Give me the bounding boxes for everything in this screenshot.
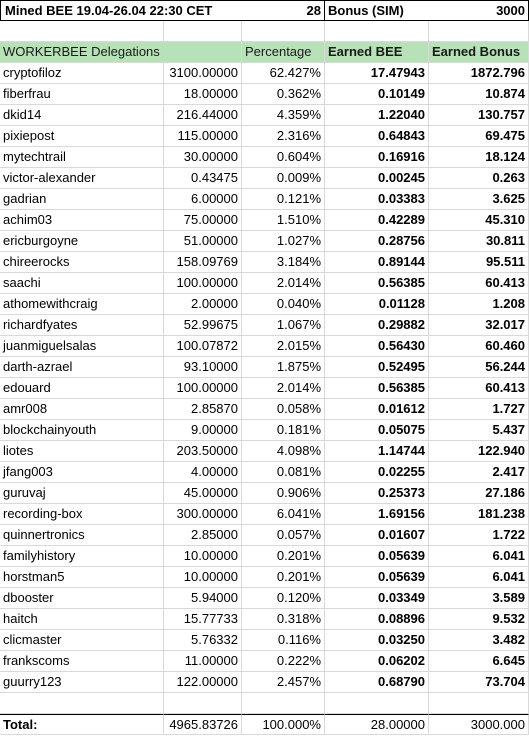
delegator-name[interactable]: dbooster xyxy=(0,588,164,609)
delegated-amount[interactable]: 122.00000 xyxy=(164,672,242,693)
delegator-name[interactable]: fiberfrau xyxy=(0,84,164,105)
table-row xyxy=(0,672,529,693)
header-earned-bee[interactable]: Earned BEE xyxy=(325,42,429,63)
earned-bee[interactable]: 0.56385 xyxy=(325,378,429,399)
bonus-value[interactable]: 3000 xyxy=(429,0,529,21)
empty-cell[interactable] xyxy=(0,693,164,714)
percentage[interactable]: 3.184% xyxy=(242,252,325,273)
delegated-amount[interactable]: 11.00000 xyxy=(164,651,242,672)
delegated-amount[interactable]: 216.44000 xyxy=(164,105,242,126)
earned-bee[interactable]: 0.05639 xyxy=(325,546,429,567)
delegated-amount[interactable]: 52.99675 xyxy=(164,315,242,336)
earned-bonus[interactable]: 6.041 xyxy=(429,546,529,567)
empty-cell[interactable] xyxy=(242,693,325,714)
table-row xyxy=(0,336,529,357)
percentage[interactable]: 1.067% xyxy=(242,315,325,336)
earned-bee[interactable]: 0.03383 xyxy=(325,189,429,210)
percentage[interactable]: 0.201% xyxy=(242,567,325,588)
delegator-name[interactable]: liotes xyxy=(0,441,164,462)
earned-bee[interactable]: 0.56385 xyxy=(325,273,429,294)
delegator-name[interactable]: juanmiguelsalas xyxy=(0,336,164,357)
earned-bonus[interactable]: 6.041 xyxy=(429,567,529,588)
percentage[interactable]: 0.009% xyxy=(242,168,325,189)
earned-bee[interactable]: 0.89144 xyxy=(325,252,429,273)
bonus-label[interactable]: Bonus (SIM) xyxy=(325,0,429,21)
table-row xyxy=(0,126,529,147)
earned-bonus[interactable]: 6.645 xyxy=(429,651,529,672)
table-row xyxy=(0,651,529,672)
earned-bee[interactable]: 0.25373 xyxy=(325,483,429,504)
earned-bonus[interactable]: 1872.796 xyxy=(429,63,529,84)
earned-bonus[interactable]: 45.310 xyxy=(429,210,529,231)
percentage[interactable]: 0.604% xyxy=(242,147,325,168)
percentage[interactable]: 1.875% xyxy=(242,357,325,378)
table-row xyxy=(0,168,529,189)
delegated-amount[interactable]: 9.00000 xyxy=(164,420,242,441)
earned-bee[interactable]: 1.14744 xyxy=(325,441,429,462)
earned-bonus[interactable]: 9.532 xyxy=(429,609,529,630)
earned-bonus[interactable]: 1.727 xyxy=(429,399,529,420)
total-earned-bee[interactable]: 28.00000 xyxy=(325,714,429,735)
table-row xyxy=(0,609,529,630)
percentage[interactable]: 0.116% xyxy=(242,630,325,651)
earned-bonus[interactable]: 32.017 xyxy=(429,315,529,336)
table-row xyxy=(0,483,529,504)
header-earned-bonus[interactable]: Earned Bonus xyxy=(429,42,529,63)
delegated-amount[interactable]: 203.50000 xyxy=(164,441,242,462)
delegated-amount[interactable]: 18.00000 xyxy=(164,84,242,105)
delegated-amount[interactable]: 6.00000 xyxy=(164,189,242,210)
earned-bonus[interactable]: 3.625 xyxy=(429,189,529,210)
total-label[interactable]: Total: xyxy=(0,714,164,735)
percentage[interactable]: 0.081% xyxy=(242,462,325,483)
table-row xyxy=(0,189,529,210)
table-row xyxy=(0,504,529,525)
table-row xyxy=(0,399,529,420)
earned-bee[interactable]: 1.22040 xyxy=(325,105,429,126)
earned-bee[interactable]: 0.05075 xyxy=(325,420,429,441)
earned-bee[interactable]: 0.01612 xyxy=(325,399,429,420)
earned-bonus[interactable]: 5.437 xyxy=(429,420,529,441)
table-row xyxy=(0,546,529,567)
earned-bonus[interactable]: 3.482 xyxy=(429,630,529,651)
table-row xyxy=(0,378,529,399)
percentage[interactable]: 2.015% xyxy=(242,336,325,357)
delegator-name[interactable]: richardfyates xyxy=(0,315,164,336)
delegated-amount[interactable]: 75.00000 xyxy=(164,210,242,231)
percentage[interactable]: 0.121% xyxy=(242,189,325,210)
delegator-name[interactable]: dkid14 xyxy=(0,105,164,126)
earned-bonus[interactable]: 0.263 xyxy=(429,168,529,189)
total-earned-bonus[interactable]: 3000.000 xyxy=(429,714,529,735)
delegator-name[interactable]: athomewithcraig xyxy=(0,294,164,315)
total-percentage[interactable]: 100.000% xyxy=(242,714,325,735)
delegator-name[interactable]: guurry123 xyxy=(0,672,164,693)
delegator-name[interactable]: frankscoms xyxy=(0,651,164,672)
earned-bonus[interactable]: 60.460 xyxy=(429,336,529,357)
percentage[interactable]: 62.427% xyxy=(242,63,325,84)
table-row xyxy=(0,63,529,84)
table-row xyxy=(0,84,529,105)
delegator-name[interactable]: ericburgoyne xyxy=(0,231,164,252)
header-percentage[interactable]: Percentage xyxy=(242,42,325,63)
delegated-amount[interactable]: 2.85870 xyxy=(164,399,242,420)
delegator-name[interactable]: guruvaj xyxy=(0,483,164,504)
earned-bee[interactable]: 0.01607 xyxy=(325,525,429,546)
percentage[interactable]: 0.181% xyxy=(242,420,325,441)
earned-bee[interactable]: 1.69156 xyxy=(325,504,429,525)
delegated-amount[interactable]: 2.00000 xyxy=(164,294,242,315)
delegator-name[interactable]: horstman5 xyxy=(0,567,164,588)
earned-bee[interactable]: 0.42289 xyxy=(325,210,429,231)
delegated-amount[interactable]: 51.00000 xyxy=(164,231,242,252)
blank-row xyxy=(0,693,529,714)
delegated-amount[interactable]: 100.00000 xyxy=(164,378,242,399)
delegated-amount[interactable]: 10.00000 xyxy=(164,546,242,567)
percentage[interactable]: 0.201% xyxy=(242,546,325,567)
earned-bonus[interactable]: 56.244 xyxy=(429,357,529,378)
earned-bonus[interactable]: 1.208 xyxy=(429,294,529,315)
earned-bee[interactable]: 0.03349 xyxy=(325,588,429,609)
percentage[interactable]: 0.040% xyxy=(242,294,325,315)
delegator-name[interactable]: jfang003 xyxy=(0,462,164,483)
delegated-amount[interactable]: 158.09769 xyxy=(164,252,242,273)
percentage[interactable]: 1.027% xyxy=(242,231,325,252)
table-row xyxy=(0,630,529,651)
delegated-amount[interactable]: 115.00000 xyxy=(164,126,242,147)
table-row xyxy=(0,294,529,315)
table-row xyxy=(0,231,529,252)
total-row xyxy=(0,714,529,735)
percentage[interactable]: 4.359% xyxy=(242,105,325,126)
delegated-amount[interactable]: 300.00000 xyxy=(164,504,242,525)
empty-cell[interactable] xyxy=(325,21,429,42)
empty-cell[interactable] xyxy=(0,21,164,42)
earned-bonus[interactable]: 1.722 xyxy=(429,525,529,546)
percentage[interactable]: 2.014% xyxy=(242,273,325,294)
earned-bee[interactable]: 0.08896 xyxy=(325,609,429,630)
delegator-name[interactable]: achim03 xyxy=(0,210,164,231)
percentage[interactable]: 0.318% xyxy=(242,609,325,630)
percentage[interactable]: 0.362% xyxy=(242,84,325,105)
blank-row xyxy=(0,21,529,42)
table-row xyxy=(0,105,529,126)
earned-bonus[interactable]: 181.238 xyxy=(429,504,529,525)
earned-bee[interactable]: 0.10149 xyxy=(325,84,429,105)
earned-bonus[interactable]: 2.417 xyxy=(429,462,529,483)
table-row xyxy=(0,210,529,231)
mined-value[interactable]: 28 xyxy=(242,0,325,21)
delegated-amount[interactable]: 45.00000 xyxy=(164,483,242,504)
percentage[interactable]: 0.906% xyxy=(242,483,325,504)
earned-bee[interactable]: 0.05639 xyxy=(325,567,429,588)
table-row xyxy=(0,462,529,483)
delegator-name[interactable]: amr008 xyxy=(0,399,164,420)
table-row xyxy=(0,588,529,609)
total-amount[interactable]: 4965.83726 xyxy=(164,714,242,735)
mined-label[interactable]: Mined BEE 19.04-26.04 22:30 CET xyxy=(0,0,242,21)
earned-bonus[interactable]: 60.413 xyxy=(429,273,529,294)
table-row xyxy=(0,441,529,462)
delegator-name[interactable]: familyhistory xyxy=(0,546,164,567)
earned-bonus[interactable]: 60.413 xyxy=(429,378,529,399)
earned-bee[interactable]: 0.16916 xyxy=(325,147,429,168)
earned-bee[interactable]: 0.64843 xyxy=(325,126,429,147)
earned-bee[interactable]: 0.03250 xyxy=(325,630,429,651)
table-row xyxy=(0,273,529,294)
table-row xyxy=(0,525,529,546)
earned-bee[interactable]: 0.68790 xyxy=(325,672,429,693)
delegated-amount[interactable]: 2.85000 xyxy=(164,525,242,546)
table-row xyxy=(0,315,529,336)
percentage[interactable]: 1.510% xyxy=(242,210,325,231)
delegated-amount[interactable]: 15.77733 xyxy=(164,609,242,630)
percentage[interactable]: 0.057% xyxy=(242,525,325,546)
delegated-amount[interactable]: 4.00000 xyxy=(164,462,242,483)
delegator-name[interactable]: darth-azrael xyxy=(0,357,164,378)
delegator-name[interactable]: quinnertronics xyxy=(0,525,164,546)
table-row xyxy=(0,420,529,441)
delegator-name[interactable]: saachi xyxy=(0,273,164,294)
empty-cell[interactable] xyxy=(429,21,529,42)
delegator-name[interactable]: chireerocks xyxy=(0,252,164,273)
percentage[interactable]: 0.222% xyxy=(242,651,325,672)
table-row xyxy=(0,357,529,378)
percentage[interactable]: 4.098% xyxy=(242,441,325,462)
earned-bonus[interactable]: 30.811 xyxy=(429,231,529,252)
empty-cell[interactable] xyxy=(242,21,325,42)
earned-bonus[interactable]: 122.940 xyxy=(429,441,529,462)
percentage[interactable]: 6.041% xyxy=(242,504,325,525)
earned-bee[interactable]: 0.56430 xyxy=(325,336,429,357)
delegator-name[interactable]: clicmaster xyxy=(0,630,164,651)
percentage[interactable]: 0.120% xyxy=(242,588,325,609)
delegated-amount[interactable]: 5.76332 xyxy=(164,630,242,651)
percentage[interactable]: 0.058% xyxy=(242,399,325,420)
delegated-amount[interactable]: 93.10000 xyxy=(164,357,242,378)
delegator-name[interactable]: pixiepost xyxy=(0,126,164,147)
header-row xyxy=(0,42,529,63)
percentage[interactable]: 2.316% xyxy=(242,126,325,147)
empty-cell[interactable] xyxy=(164,693,242,714)
earned-bonus[interactable]: 18.124 xyxy=(429,147,529,168)
earned-bee[interactable]: 0.52495 xyxy=(325,357,429,378)
delegator-name[interactable]: blockchainyouth xyxy=(0,420,164,441)
earned-bonus[interactable]: 3.589 xyxy=(429,588,529,609)
delegated-amount[interactable]: 10.00000 xyxy=(164,567,242,588)
earned-bee[interactable]: 0.02255 xyxy=(325,462,429,483)
delegator-name[interactable]: haitch xyxy=(0,609,164,630)
table-row xyxy=(0,147,529,168)
earned-bee[interactable]: 17.47943 xyxy=(325,63,429,84)
delegator-name[interactable]: cryptofiloz xyxy=(0,63,164,84)
empty-cell[interactable] xyxy=(429,693,529,714)
earned-bonus[interactable]: 10.874 xyxy=(429,84,529,105)
delegator-name[interactable]: edouard xyxy=(0,378,164,399)
delegated-amount[interactable]: 3100.00000 xyxy=(164,63,242,84)
percentage[interactable]: 2.014% xyxy=(242,378,325,399)
delegated-amount[interactable]: 100.00000 xyxy=(164,273,242,294)
earned-bee[interactable]: 0.00245 xyxy=(325,168,429,189)
table-row xyxy=(0,252,529,273)
delegated-amount[interactable]: 30.00000 xyxy=(164,147,242,168)
delegator-name[interactable]: mytechtrail xyxy=(0,147,164,168)
earned-bonus[interactable]: 130.757 xyxy=(429,105,529,126)
delegated-amount[interactable]: 5.94000 xyxy=(164,588,242,609)
earned-bonus[interactable]: 69.475 xyxy=(429,126,529,147)
earned-bee[interactable]: 0.01128 xyxy=(325,294,429,315)
earned-bee[interactable]: 0.06202 xyxy=(325,651,429,672)
earned-bonus[interactable]: 73.704 xyxy=(429,672,529,693)
empty-cell[interactable] xyxy=(164,21,242,42)
earned-bonus[interactable]: 95.511 xyxy=(429,252,529,273)
delegated-amount[interactable]: 0.43475 xyxy=(164,168,242,189)
delegator-name[interactable]: gadrian xyxy=(0,189,164,210)
earned-bee[interactable]: 0.29882 xyxy=(325,315,429,336)
header-delegations[interactable]: WORKERBEE Delegations xyxy=(0,42,242,63)
table-row xyxy=(0,567,529,588)
delegator-name[interactable]: victor-alexander xyxy=(0,168,164,189)
earned-bonus[interactable]: 27.186 xyxy=(429,483,529,504)
summary-row xyxy=(0,0,529,21)
percentage[interactable]: 2.457% xyxy=(242,672,325,693)
delegator-name[interactable]: recording-box xyxy=(0,504,164,525)
delegation-rows xyxy=(0,63,529,693)
earned-bee[interactable]: 0.28756 xyxy=(325,231,429,252)
delegated-amount[interactable]: 100.07872 xyxy=(164,336,242,357)
empty-cell[interactable] xyxy=(325,693,429,714)
